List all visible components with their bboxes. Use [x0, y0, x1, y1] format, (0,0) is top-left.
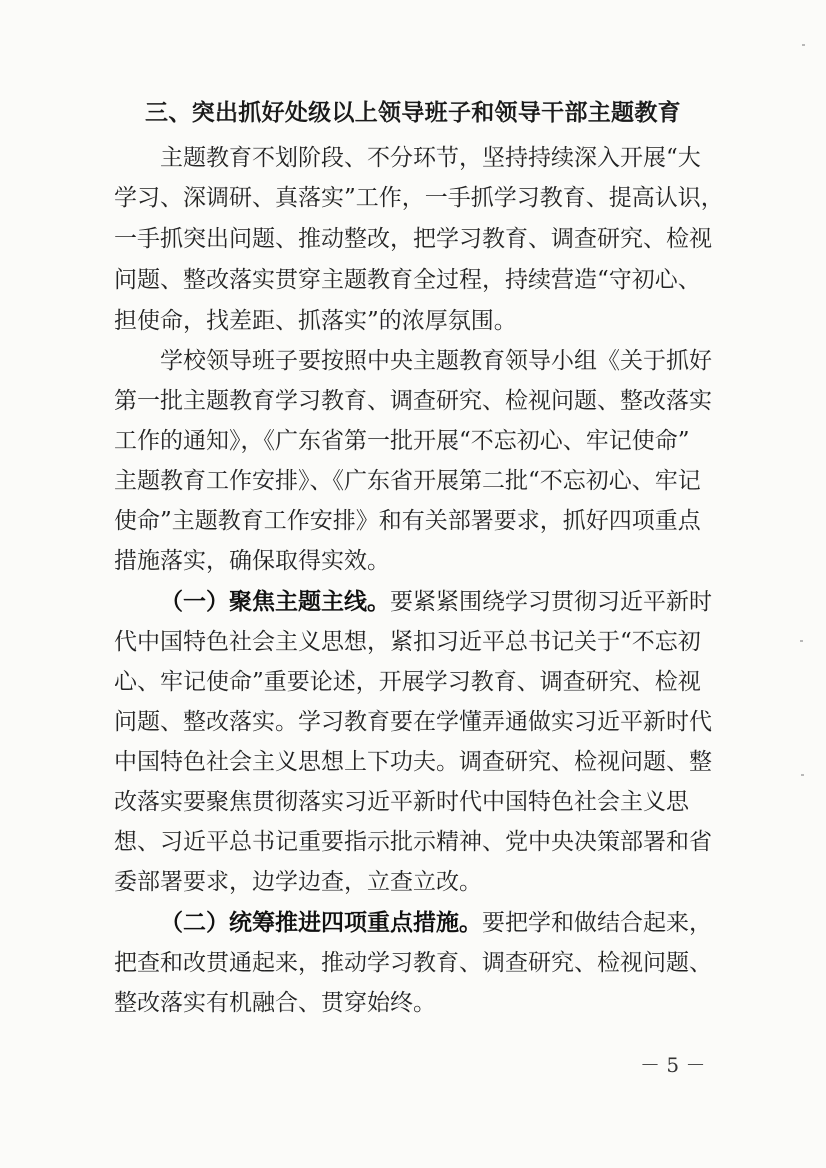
paragraph-line: 中国特色社会主义思想上下功夫。调查研究、检视问题、整 — [114, 749, 712, 775]
scan-speck — [801, 774, 804, 776]
paragraph-line: 委部署要求，边学边查，立查立改。 — [114, 869, 482, 895]
paragraph-line: 把查和改贯通起来，推动学习教育、调查研究、检视问题、 — [114, 950, 712, 976]
paragraph-line: 主题教育工作安排》、《广东省开展第二批“不忘初心、牢记 — [114, 468, 701, 494]
paragraph-line: 改落实要聚焦贯彻落实习近平新时代中国特色社会主义思 — [114, 789, 689, 815]
paragraph-line: 代中国特色社会主义思想，紧扣习近平总书记关于“不忘初 — [114, 629, 701, 655]
subsection-1-text: 要紧紧围绕学习贯彻习近平新时 — [390, 589, 712, 615]
paragraph-line: 主题教育不划阶段、不分环节，坚持持续深入开展“大 — [160, 145, 701, 171]
paragraph-line: 第一批主题教育学习教育、调查研究、检视问题、整改落实 — [114, 388, 712, 414]
subsection-1-title: （一）聚焦主题主线。 — [160, 589, 390, 615]
paragraph-line: 一手抓突出问题、推动整改，把学习教育、调查研究、检视 — [114, 226, 712, 252]
paragraph-line: 学习、深调研、真落实”工作，一手抓学习教育、提高认识， — [114, 185, 724, 211]
scan-speck — [800, 640, 803, 642]
subsection-2-text: 要把学和做结合起来， — [482, 910, 712, 936]
paragraph-line: 问题、整改落实贯穿主题教育全过程，持续营造“守初心、 — [114, 267, 701, 293]
paragraph-line: 工作的通知》，《广东省第一批开展“不忘初心、牢记使命” — [114, 428, 690, 454]
paragraph-line: 使命”主题教育工作安排》和有关部署要求，抓好四项重点 — [114, 508, 701, 534]
subsection-1-line — [160, 587, 760, 617]
section-heading: 三、突出抓好处级以上领导班子和领导干部主题教育 — [145, 100, 681, 126]
paragraph-line: 学校领导班子要按照中央主题教育领导小组《关于抓好 — [160, 348, 712, 374]
paragraph-line: 想、习近平总书记重要指示批示精神、党中央决策部署和省 — [114, 829, 712, 855]
subsection-2-title: （二）统筹推进四项重点措施。 — [160, 910, 482, 936]
subsection-2-line — [160, 908, 760, 938]
scan-speck — [802, 44, 805, 46]
paragraph-line: 整改落实有机融合、贯穿始终。 — [114, 990, 436, 1016]
paragraph-line: 心、牢记使命”重要论述，开展学习教育、调查研究、检视 — [114, 669, 701, 695]
paragraph-line: 措施落实，确保取得实效。 — [114, 548, 390, 574]
paragraph-line: 担使命，找差距、抓落实”的浓厚氛围。 — [114, 308, 517, 334]
page-number: － 5 － — [640, 1053, 706, 1077]
paragraph-line: 问题、整改落实。学习教育要在学懂弄通做实习近平新时代 — [114, 709, 712, 735]
